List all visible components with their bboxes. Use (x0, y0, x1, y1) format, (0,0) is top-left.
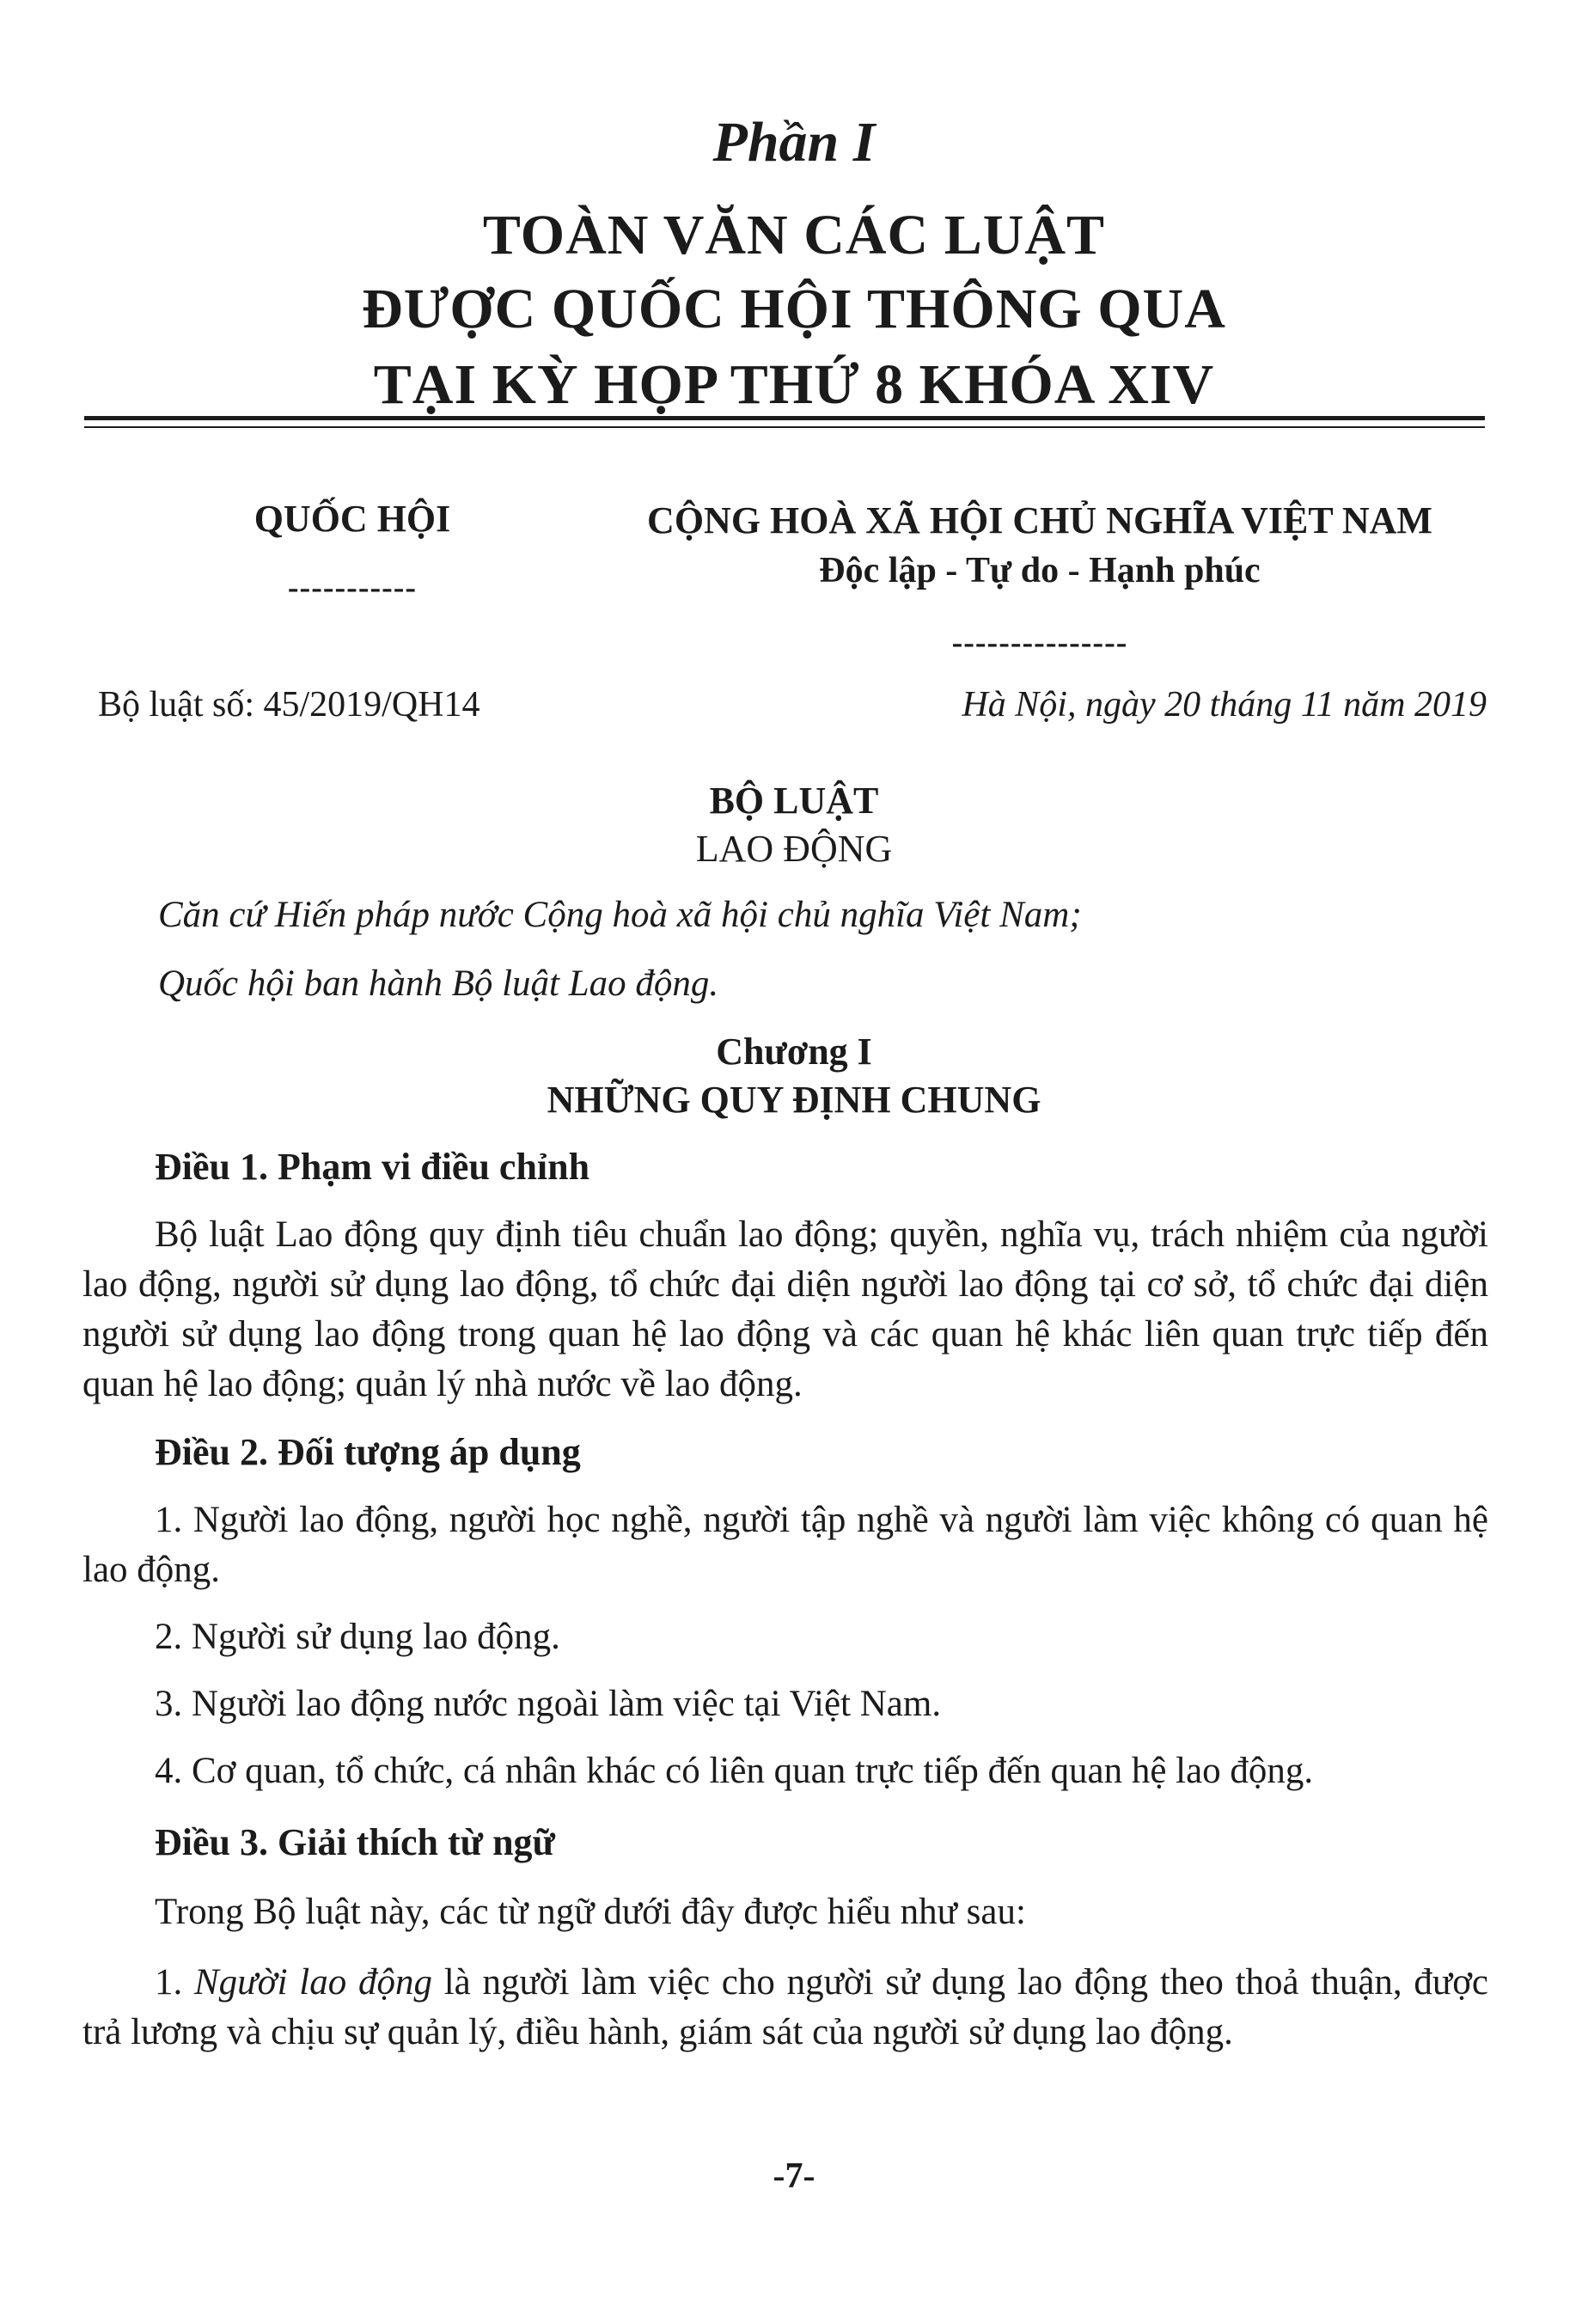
article-2-heading: Điều 2. Đối tượng áp dụng (155, 1431, 581, 1473)
defined-term: Người lao động (194, 1962, 432, 2003)
preamble-enactment: Quốc hội ban hành Bộ luật Lao động. (158, 963, 719, 1004)
article-3-item-1: 1. Người lao động là người làm việc cho người sử dụng lao động theo thoả thuận, được trả lương và chịu sự quản lý, điều hành, giám sát của người sử dụng lao động. (82, 1962, 1489, 2052)
country-name: CỘNG HOÀ XÃ HỘI CHỦ NGHĨA VIỆT NAM (647, 499, 1432, 541)
main-title-line-3: TẠI KỲ HỌP THỨ 8 KHÓA XIV (373, 353, 1215, 416)
document-subject: LAO ĐỘNG (695, 828, 893, 870)
title-rule-thick (84, 416, 1485, 420)
article-1-heading: Điều 1. Phạm vi điều chỉnh (155, 1146, 590, 1188)
motto-divider: --------------- (951, 625, 1128, 661)
law-number: Bộ luật số: 45/2019/QH14 (98, 685, 480, 725)
document-type: BỘ LUẬT (709, 780, 879, 822)
national-motto: Độc lập - Tự do - Hạnh phúc (819, 551, 1261, 590)
article-1-body: Bộ luật Lao động quy định tiêu chuẩn lao động; quyền, nghĩa vụ, trách nhiệm của người lao động, người sử dụng lao động, tổ chức đại diện người lao động tại cơ sở, tổ chức đại diện người sử dụng lao động trong quan hệ lao động và các quan hệ khác liên quan trực tiếp đến quan hệ lao động; quản lý nhà nước về lao động. (82, 1214, 1488, 1404)
part-title: Phần I (712, 111, 876, 174)
issuer-name: QUỐC HỘI (253, 498, 451, 540)
main-title-line-2: ĐƯỢC QUỐC HỘI THÔNG QUA (362, 278, 1226, 340)
place-date: Hà Nội, ngày 20 tháng 11 năm 2019 (962, 685, 1487, 725)
article-3-intro: Trong Bộ luật này, các từ ngữ dưới đây được hiểu như sau: (155, 1892, 1026, 1932)
article-2-item-4: 4. Cơ quan, tổ chức, cá nhân khác có liên quan trực tiếp đến quan hệ lao động. (155, 1751, 1314, 1791)
chapter-title: NHỮNG QUY ĐỊNH CHUNG (547, 1079, 1041, 1121)
article-2-item-3: 3. Người lao động nước ngoài làm việc tại Việt Nam. (155, 1684, 942, 1724)
article-2-item-1: 1. Người lao động, người học nghề, người tập nghề và người làm việc không có quan hệ lao động. (82, 1500, 1488, 1590)
issuer-divider: ----------- (287, 570, 418, 606)
main-title-line-1: TOÀN VĂN CÁC LUẬT (482, 204, 1106, 266)
page-number: -7- (773, 2156, 815, 2196)
preamble-basis: Căn cứ Hiến pháp nước Cộng hoà xã hội chủ nghĩa Việt Nam; (158, 895, 1082, 935)
chapter-label: Chương I (716, 1031, 872, 1073)
article-2-item-2: 2. Người sử dụng lao động. (155, 1617, 560, 1657)
title-rule-thin (84, 426, 1485, 428)
article-3-heading: Điều 3. Giải thích từ ngữ (155, 1821, 555, 1863)
